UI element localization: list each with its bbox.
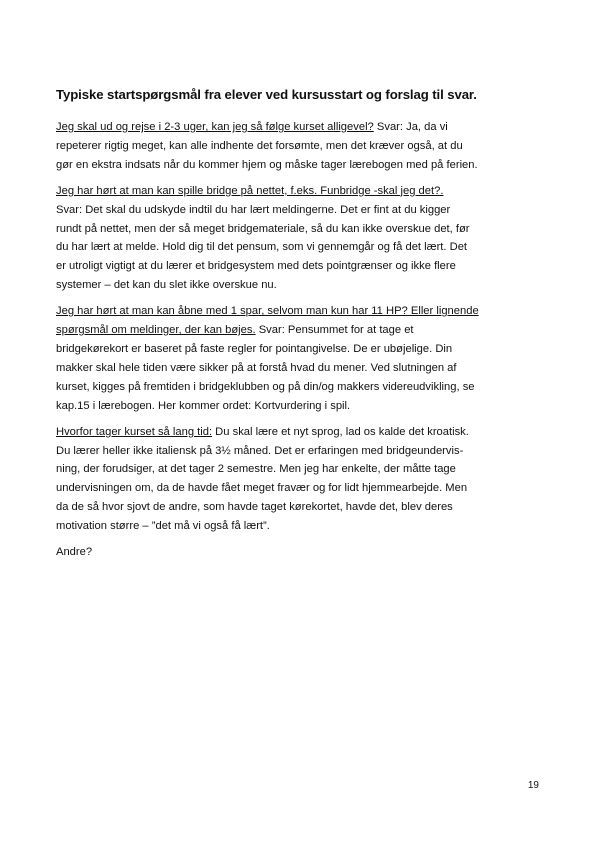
page-number: 19	[527, 780, 539, 791]
answer-text: gør en ekstra indsats når du kommer hjem og måske tager lærebogen med på ferien.	[56, 158, 478, 171]
answer-text: ning, der forudsiger, at det tager 2 semestre. Men jeg har enkelte, der måtte tage	[56, 463, 456, 476]
answer-text: da de så hvor sjovt de andre, som havde taget kørekortet, havde det, blev deres	[56, 501, 453, 514]
answer-text: repeterer rigtig meget, kan alle indhente det forsømte, men det kræver også, at du	[56, 139, 463, 152]
text-line	[56, 423, 542, 442]
text-line	[56, 359, 542, 378]
answer-text: er utroligt vigtigt at du lærer et bridgesystem med dets pointgrænser og ikke flere	[56, 260, 456, 273]
text-line	[56, 276, 542, 295]
question-text: Jeg skal ud og rejse i 2-3 uger, kan jeg så følge kurset alligevel?	[56, 121, 374, 133]
text-line	[56, 201, 542, 220]
paragraph	[56, 182, 542, 295]
answer-text: kap.15 i lærebogen. Her kommer ordet: Kortvurdering i spil.	[56, 399, 351, 412]
text-line	[56, 378, 542, 397]
paragraph	[56, 543, 542, 562]
answer-text: Du skal lære et nyt sprog, lad os kalde det kroatisk.	[212, 425, 469, 438]
text-line	[56, 220, 542, 239]
answer-text: rundt på nettet, men der så meget bridgemateriale, så du kan ikke overskue det, før	[56, 222, 470, 235]
answer-text: du har lært at melde. Hold dig til det pensum, som vi gennemgår og få det lært. Det	[56, 241, 468, 254]
text-line	[56, 479, 542, 498]
page-title: Typiske startspørgsmål fra elever ved kursusstart og forslag til svar.	[56, 87, 477, 102]
text-line	[56, 460, 542, 479]
text-line	[56, 137, 542, 156]
text-line	[56, 517, 542, 536]
paragraph	[56, 118, 542, 175]
paragraph	[56, 423, 542, 536]
answer-text: kurset, kigges på fremtiden i bridgeklubben og på din/og makkers videreudvikling, se	[56, 380, 475, 393]
answer-text: Andre?	[56, 546, 93, 559]
question-text: spørgsmål om meldinger, der kan bøjes.	[56, 324, 256, 337]
answer-text: Svar: Ja, da vi	[373, 121, 448, 133]
answer-text: undervisningen om, da de havde fået meget fravær og for lidt hjemmearbejde. Men	[56, 482, 468, 495]
answer-text: Svar: Det skal du udskyde indtil du har lært meldingerne. Det er fint at du kigger	[56, 203, 451, 216]
text-line	[56, 182, 542, 201]
answer-text: Du lærer heller ikke italiensk på 3½ måned. Det er erfaringen med bridgeundervis-	[56, 444, 464, 457]
text-line	[56, 118, 542, 137]
text-line	[56, 238, 542, 257]
question-text: Jeg har hørt at man kan spille bridge på nettet, f.eks. Funbridge -skal jeg det?.	[56, 184, 444, 197]
text-line	[56, 397, 542, 416]
text-line	[56, 543, 542, 562]
answer-text: systemer – det kan du slet ikke overskue nu.	[56, 279, 277, 292]
answer-text: bridgekørekort er baseret på faste regler for pointangivelse. De er ubøjelige. Din	[56, 342, 453, 355]
text-line	[56, 498, 542, 517]
text-line	[56, 321, 542, 340]
paragraph	[56, 302, 542, 415]
text-line	[56, 257, 542, 276]
document-body	[56, 118, 542, 569]
answer-text: motivation større – ”det må vi også få lært”.	[56, 520, 270, 533]
text-line	[56, 442, 542, 461]
text-line	[56, 156, 542, 175]
text-line	[56, 302, 542, 321]
answer-text: makker skal hele tiden være sikker på at forstå hvad du mener. Ved slutningen af	[56, 361, 457, 374]
text-line	[56, 340, 542, 359]
question-text: Jeg har hørt at man kan åbne med 1 spar, selvom man kun har 11 HP? Eller lignende	[56, 305, 479, 318]
question-text: Hvorfor tager kurset så lang tid:	[56, 425, 213, 438]
answer-text: Svar: Pensummet for at tage et	[255, 324, 414, 337]
